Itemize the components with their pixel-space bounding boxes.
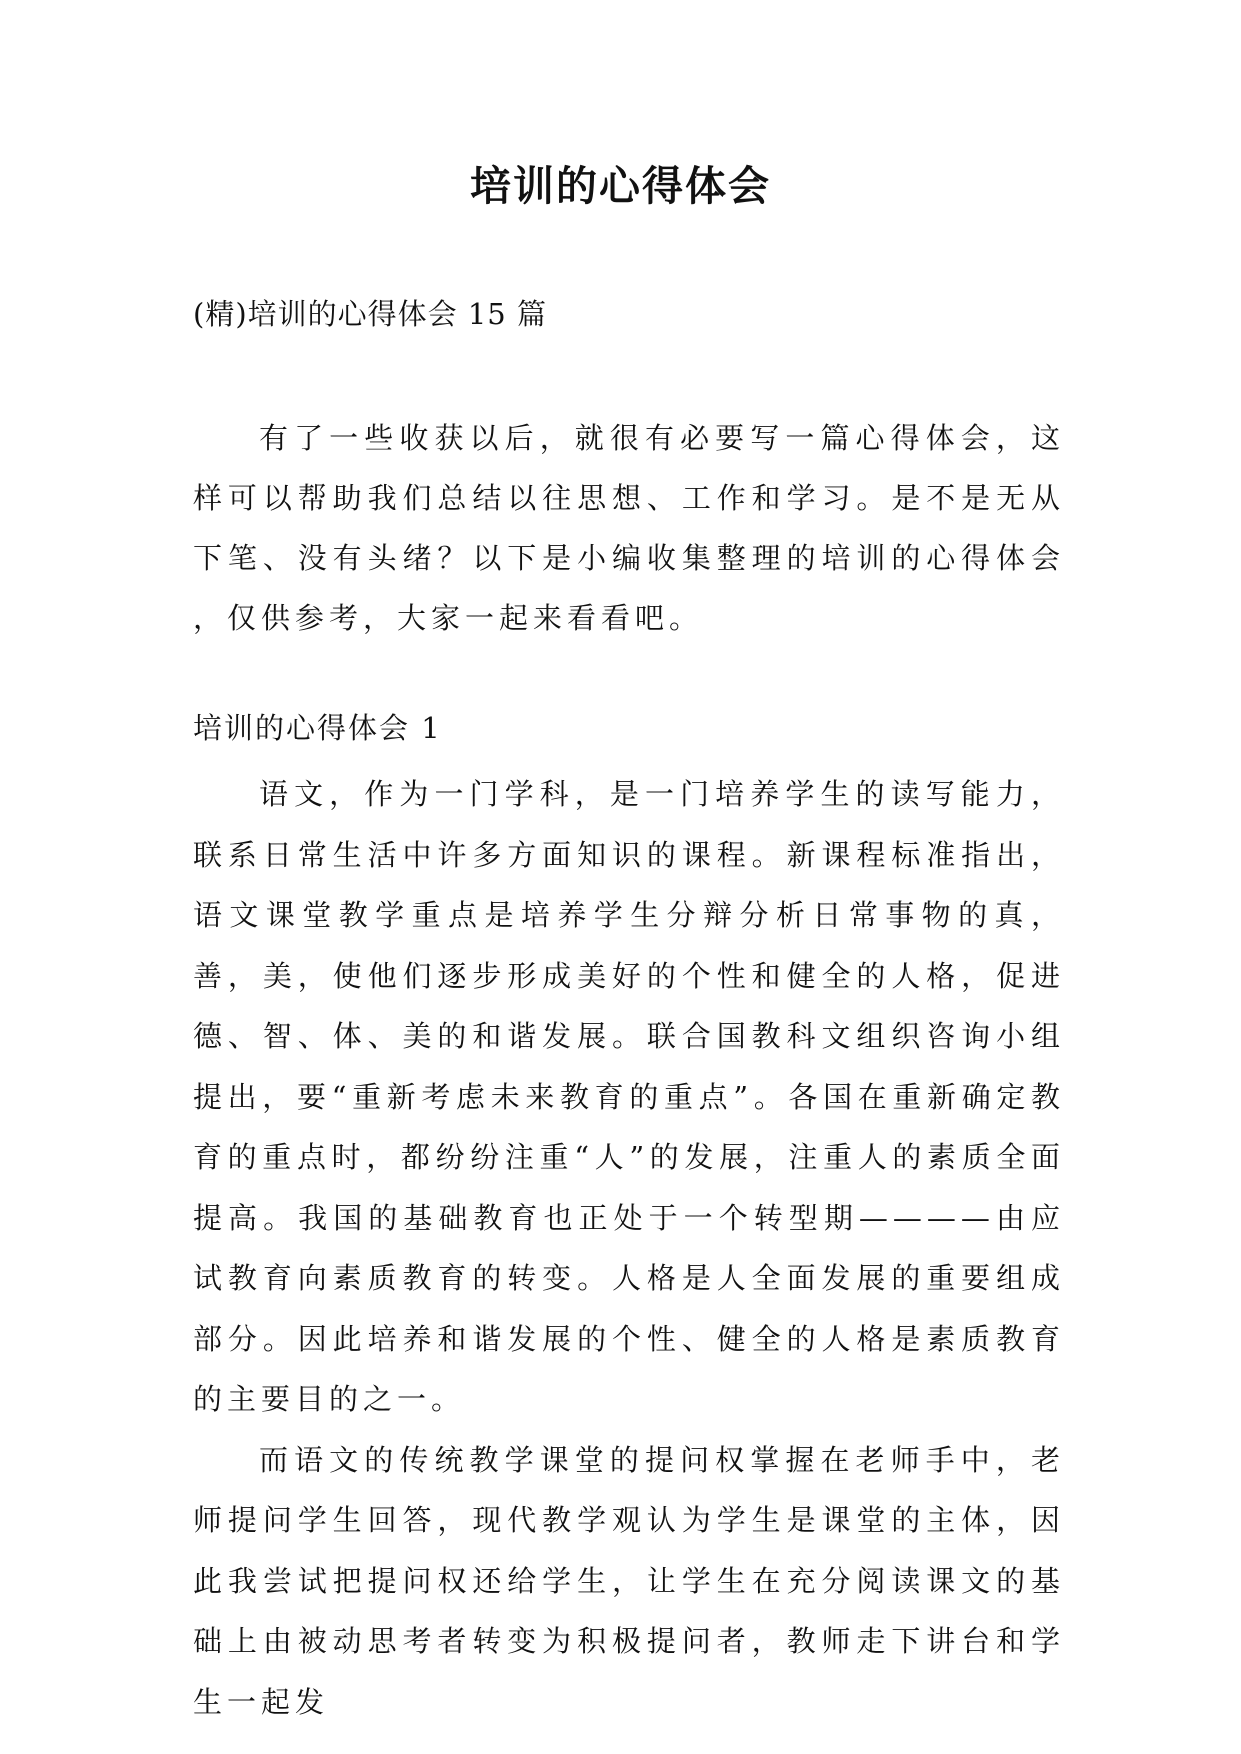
body-paragraph-1: 语文，作为一门学科，是一门培养学生的读写能力，联系日常生活中许多方面知识的课程。新课程标准指出，语文课堂教学重点是培养学生分辩分析日常事物的真，善，美，使他们逐步形成美好的个性和健全的人格，促进德、智、体、美的和谐发展。联合国教科文组织咨询小组提出，要“重新考虑未来教育的重点”。各国在重新确定教育的重点时，都纷纷注重“人”的发展，注重人的素质全面提高。我国的基础教育也正处于一个转型期————由应试教育向素质教育的转变。人格是人全面发展的重要组成部分。因此培养和谐发展的个性、健全的人格是素质教育的主要目的之一。 <box>193 777 1065 1416</box>
document-subtitle: (精)培训的心得体会 15 篇 <box>193 297 547 331</box>
body-paragraph-2: 而语文的传统教学课堂的提问权掌握在老师手中，老师提问学生回答，现代教学观认为学生是课堂的主体，因此我尝试把提问权还给学生，让学生在充分阅读课文的基础上由被动思考者转变为积极提问者，教师走下讲台和学生一起发 <box>193 1442 1065 1719</box>
section-body <box>193 764 1065 1732</box>
document-title: 培训的心得体会 <box>470 162 771 210</box>
section-heading: 培训的心得体会 1 <box>193 711 442 745</box>
intro-paragraph: 有了一些收获以后，就很有必要写一篇心得体会，这样可以帮助我们总结以往思想、工作和学习。是不是无从下笔、没有头绪？以下是小编收集整理的培训的心得体会 ，仅供参考，大家一起来看看吧。 <box>193 421 1065 635</box>
